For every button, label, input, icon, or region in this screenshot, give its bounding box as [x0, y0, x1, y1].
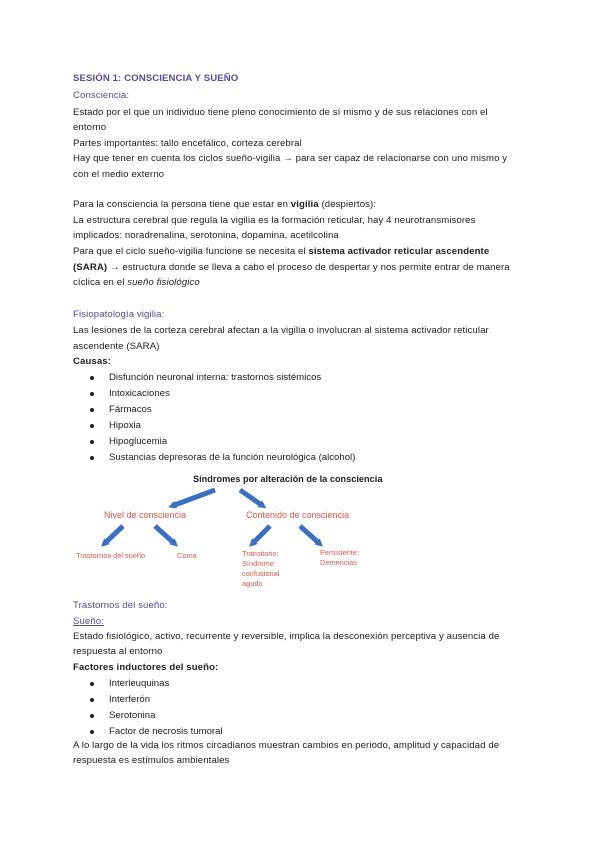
coma-label: Coma [177, 551, 197, 560]
consciencia-heading: Consciencia: [73, 90, 130, 101]
vigilia-bold: vigilia [290, 199, 319, 210]
fisiopatologia-heading: Fisiopatología vigilia: [73, 309, 165, 320]
sueno-definition-line-1: Estado fisiológico, activo, recurrente y reversible, implica la desconexión perceptiva y ausencia de [73, 631, 500, 642]
transitorio-line-1: Transitorio: [242, 549, 279, 558]
arrow-to-trastornos [104, 526, 123, 544]
bullet-icon [90, 376, 94, 380]
ciclos-line-1: Hay que tener en cuenta los ciclos sueño-vigilia → para ser capaz de relacionarse con uno mismo y [73, 153, 508, 164]
sara-post: → estructura donde se lleva a cabo el proceso de despertar y nos permite entrar de manera [107, 262, 510, 273]
arrow-to-persistente [300, 526, 320, 544]
vigilia-pre: Para la consciencia la persona tiene que estar en [73, 199, 291, 210]
vigilia-post: (despiertos): [318, 199, 377, 210]
bullet-icon [90, 440, 94, 444]
sara-sentence [73, 261, 510, 274]
estructura-line-1: La estructura cerebral que regula la vigilia es la formación reticular, hay 4 neurotransmisores [73, 215, 476, 226]
contenido-label: Contenido de consciencia [246, 510, 350, 520]
bullet-icon [90, 424, 94, 428]
persistente-line-2: Demencias [320, 558, 357, 567]
nivel-label: Nivel de consciencia [104, 510, 187, 520]
arrow-to-nivel [172, 490, 215, 506]
ciclica-pre: cíclica en el [73, 277, 128, 288]
document-page: SESIÓN 1: CONSCIENCIA Y SUEÑO Consciencia: Estado por el que un individuo tiene pleno conocimiento de sí mismo y de sus relaciones con el entorno Partes importantes: tallo encefálico, corteza cerebral Hay que tener en cuenta los ciclos sueño-vigilia → para ser capaz de relacionarse con uno mismo y con el medio externo Para la consciencia la persona tiene que estar en vigilia (despiertos): La estructura cerebral que regula la vigilia es la formación reticular, hay 4 neurotransmisores implicados: noradrenalina, serotonina, dopamina, acetilcolina Para que el ciclo sueño-vigilia funcione se necesita el sistema activador reticular ascendente (SARA) → estructura donde se lleva a cabo el proceso de despertar y nos permite entrar de manera cíclica en el sueño fisiológico Fisiopatología vigilia: Las lesiones de la corteza cerebral afectan a la vigilia o involucran al sistema activador reticular ascendente (SARA) Causas: Disfunción neuronal interna: trastornos sistémicos Intoxicaciones Fármacos Hipoxia Hipoglucemia Sustancias depresoras de la función neurológica (alcohol) Síndromes por alteración de la consciencia Nivel de consciencia Contenido de consciencia Trastornos del sueño Coma Transitorio: Síndrome confusional agudo Persistente: Demencias Trastornos del sueño: Sueño: Estado fisiológico, activo, recurrente y reversible, implica la desconexión perceptiva y ausencia de respuesta al entorno Factores inductores del sueño: Interleuquinas Interferón Serotonina Factor de necrosis tumoral A lo largo de la vida los ritmos circadianos muestran cambios en periodo, amplitud y capacidad de respuesta es estímulos ambientales [0, 0, 600, 848]
sara-bold: (SARA) [73, 262, 108, 273]
ritmos-line-1: A lo largo de la vida los ritmos circadianos muestran cambios en periodo, amplitud y capacidad de [73, 740, 500, 751]
bullet-icon [90, 408, 94, 412]
bullet-icon [90, 682, 94, 686]
persistente-line-1: Persistente: [320, 548, 360, 557]
consciousness-syndromes-diagram [0, 466, 600, 596]
estructura-line-2: implicados: noradrenalina, serotonina, dopamina, acetilcolina [73, 230, 339, 241]
transitorio-line-4: agudo [242, 579, 263, 588]
fisiopatologia-line-1: Las lesiones de la corteza cerebral afectan a la vigilia o involucran al sistema activador reticular [73, 325, 489, 336]
ciclo-sentence [73, 245, 489, 258]
transitorio-line-3: confusional [242, 569, 280, 578]
transitorio-line-2: Síndrome [242, 559, 275, 568]
partes-importantes: Partes importantes: tallo encefálico, corteza cerebral [73, 138, 302, 149]
ciclo-bold: sistema activador reticular ascendente [308, 246, 490, 257]
ciclica-sentence [73, 276, 200, 289]
bullet-icon [90, 730, 94, 734]
arrow-to-contenido [240, 490, 263, 506]
arrow-to-coma [155, 526, 175, 544]
page-title: SESIÓN 1: CONSCIENCIA Y SUEÑO [73, 73, 239, 84]
causas-label: Causas: [73, 356, 112, 367]
sueno-definition-line-2: respuesta al entorno [73, 646, 163, 657]
ciclos-line-2: con el medio externo [73, 169, 165, 180]
ciclica-italic: sueño fisiológico [127, 277, 200, 288]
bullet-icon [90, 456, 94, 460]
factores-label: Factores inductores del sueño: [73, 662, 219, 673]
consciencia-definition-line-1: Estado por el que un individuo tiene pleno conocimiento de sí mismo y de sus relaciones con el [73, 107, 488, 118]
ritmos-line-2: respuesta es estímulos ambientales [73, 755, 230, 766]
ciclo-pre: Para que el ciclo sueño-vigilia funcione se necesita el [73, 246, 309, 257]
sueno-heading: Sueño: [73, 616, 105, 627]
diagram-title: Síndromes por alteración de la consciencia [193, 474, 383, 484]
trastornos-label: Trastornos del sueño [76, 551, 146, 560]
trastornos-heading: Trastornos del sueño: [73, 600, 168, 611]
bullet-icon [90, 392, 94, 396]
bullet-icon [90, 714, 94, 718]
consciencia-definition-line-2: entorno [73, 122, 107, 133]
fisiopatologia-line-2: ascendente (SARA) [73, 341, 160, 352]
vigilia-sentence [73, 198, 376, 211]
arrow-to-transitorio [252, 526, 270, 544]
bullet-icon [90, 698, 94, 702]
